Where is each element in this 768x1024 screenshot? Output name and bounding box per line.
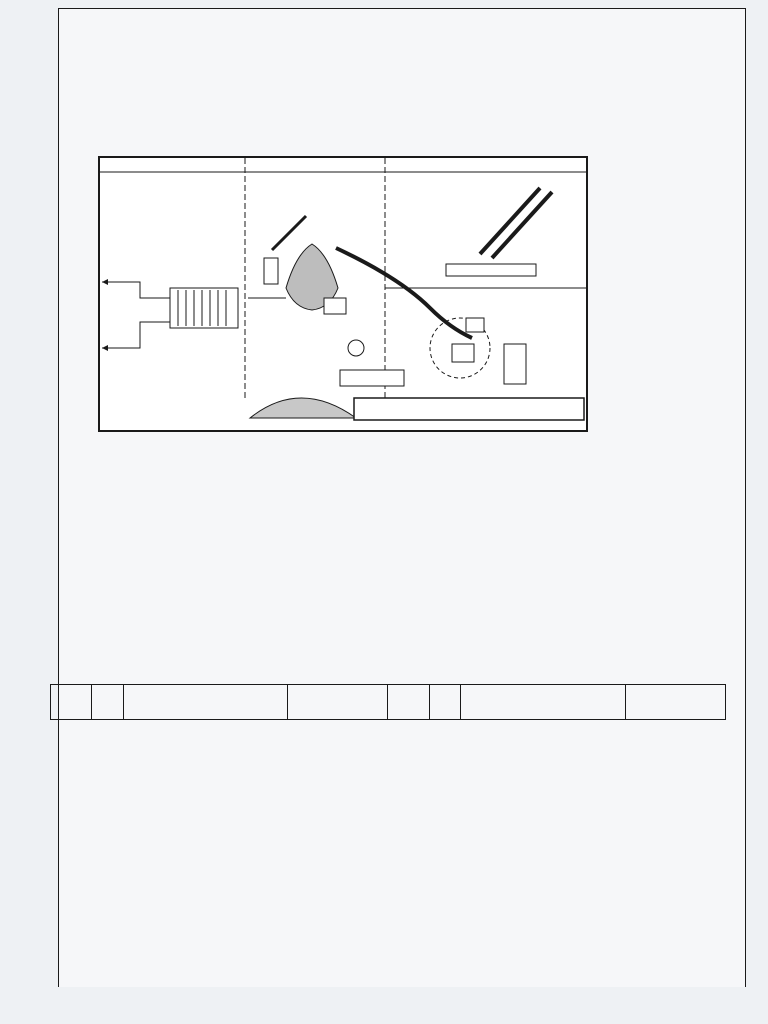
diagram-svg — [100, 158, 586, 430]
crusher — [446, 264, 536, 276]
header-designation-2 — [461, 685, 626, 720]
waste-pile — [250, 398, 356, 418]
c1-component — [264, 258, 278, 284]
header-matiere — [288, 685, 388, 720]
decanteur-tank — [170, 288, 238, 328]
header-nb — [92, 685, 123, 720]
header-designation — [123, 685, 288, 720]
conveyor-belt — [480, 188, 552, 258]
portiere-h-door — [272, 216, 306, 250]
c2-component — [324, 298, 346, 314]
m3-motor — [452, 344, 474, 362]
caption-box — [354, 398, 584, 420]
arrow-icon — [102, 345, 108, 351]
arrow-icon — [102, 279, 108, 285]
table-header-row — [51, 685, 726, 720]
extraction-system-diagram — [98, 156, 588, 432]
m1-motor — [504, 344, 526, 384]
header-rp — [51, 685, 92, 720]
nomenclature-table — [50, 684, 726, 720]
motopompe-mp — [348, 340, 364, 356]
header-nb-2 — [429, 685, 460, 720]
header-matiere-2 — [625, 685, 725, 720]
m2-motor — [466, 318, 484, 332]
oil-pipe — [102, 322, 170, 348]
gas-pipe — [102, 282, 170, 298]
header-rp-2 — [388, 685, 429, 720]
archimedes-screw — [336, 248, 472, 338]
hexane-tank — [340, 370, 404, 386]
scanned-page — [58, 8, 746, 987]
